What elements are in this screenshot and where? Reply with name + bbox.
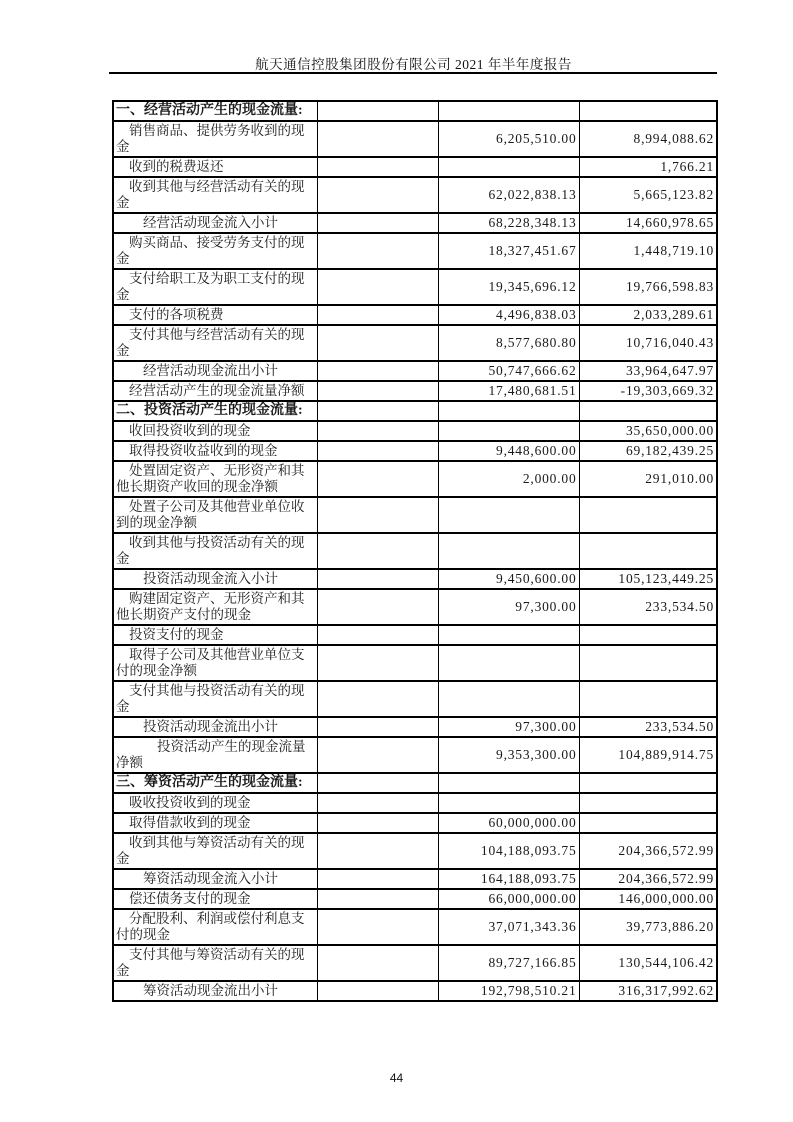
- row-label: 筹资活动现金流出小计: [113, 981, 317, 1001]
- row-value-second: 2,033,289.61: [579, 305, 717, 325]
- row-label: 偿还债务支付的现金: [113, 889, 317, 909]
- table-row: [113, 793, 717, 813]
- row-value-first: 60,000,000.00: [438, 813, 579, 833]
- row-value-first: 66,000,000.00: [438, 889, 579, 909]
- row-label: 收到的税费返还: [113, 157, 317, 177]
- row-value-second: 19,766,598.83: [579, 269, 717, 305]
- row-note-cell: [317, 101, 438, 121]
- page-number: 44: [389, 1071, 404, 1085]
- row-label: 支付其他与经营活动有关的现金: [113, 325, 317, 361]
- row-label: 支付其他与筹资活动有关的现金: [113, 945, 317, 981]
- row-label: 经营活动现金流出小计: [113, 361, 317, 381]
- row-value-second: -19,303,669.32: [579, 381, 717, 401]
- row-note-cell: [317, 589, 438, 625]
- row-value-second: [579, 773, 717, 793]
- row-label: 一、经营活动产生的现金流量:: [113, 101, 317, 121]
- row-value-first: 97,300.00: [438, 589, 579, 625]
- row-value-second: 291,010.00: [579, 461, 717, 497]
- row-value-first: 9,450,600.00: [438, 569, 579, 589]
- row-value-first: [438, 645, 579, 681]
- table-row: [113, 361, 717, 381]
- row-value-second: 1,766.21: [579, 157, 717, 177]
- row-label: 购买商品、接受劳务支付的现金: [113, 233, 317, 269]
- row-note-cell: [317, 421, 438, 441]
- table-row: [113, 461, 717, 497]
- row-value-first: 6,205,510.00: [438, 121, 579, 157]
- row-value-second: 104,889,914.75: [579, 737, 717, 773]
- table-row: [113, 269, 717, 305]
- table-row: [113, 981, 717, 1001]
- table-row: [113, 569, 717, 589]
- table-row: [113, 833, 717, 869]
- table-row: [113, 497, 717, 533]
- table-row: [113, 645, 717, 681]
- row-value-second: [579, 533, 717, 569]
- row-value-second: [579, 497, 717, 533]
- row-note-cell: [317, 121, 438, 157]
- row-label: 取得子公司及其他营业单位支付的现金净额: [113, 645, 317, 681]
- row-label: 收到其他与投资活动有关的现金: [113, 533, 317, 569]
- row-label: 经营活动现金流入小计: [113, 213, 317, 233]
- table-row: [113, 305, 717, 325]
- row-value-second: [579, 625, 717, 645]
- row-note-cell: [317, 625, 438, 645]
- row-value-first: [438, 773, 579, 793]
- row-label: 取得借款收到的现金: [113, 813, 317, 833]
- table-row: [113, 213, 717, 233]
- row-value-first: 2,000.00: [438, 461, 579, 497]
- row-value-first: [438, 401, 579, 421]
- row-value-second: 33,964,647.97: [579, 361, 717, 381]
- row-label: 吸收投资收到的现金: [113, 793, 317, 813]
- row-value-first: [438, 533, 579, 569]
- row-note-cell: [317, 569, 438, 589]
- row-label: 收回投资收到的现金: [113, 421, 317, 441]
- table-row: [113, 625, 717, 645]
- row-value-first: [438, 625, 579, 645]
- row-label: 投资支付的现金: [113, 625, 317, 645]
- row-note-cell: [317, 305, 438, 325]
- row-label: 销售商品、提供劳务收到的现金: [113, 121, 317, 157]
- row-note-cell: [317, 213, 438, 233]
- row-label: 购建固定资产、无形资产和其他长期资产支付的现金: [113, 589, 317, 625]
- row-label: 投资活动现金流出小计: [113, 717, 317, 737]
- row-value-first: 17,480,681.51: [438, 381, 579, 401]
- row-value-first: [438, 497, 579, 533]
- row-note-cell: [317, 361, 438, 381]
- row-value-second: 69,182,439.25: [579, 441, 717, 461]
- row-note-cell: [317, 381, 438, 401]
- table-row: [113, 909, 717, 945]
- table-row: [113, 813, 717, 833]
- row-note-cell: [317, 533, 438, 569]
- row-note-cell: [317, 269, 438, 305]
- table-row: [113, 233, 717, 269]
- row-value-second: 10,716,040.43: [579, 325, 717, 361]
- cash-flow-statement-table: [112, 100, 718, 1002]
- row-label: 三、筹资活动产生的现金流量:: [113, 773, 317, 793]
- row-value-second: 105,123,449.25: [579, 569, 717, 589]
- table-row: [113, 945, 717, 981]
- row-note-cell: [317, 681, 438, 717]
- row-note-cell: [317, 945, 438, 981]
- row-note-cell: [317, 889, 438, 909]
- row-label: 取得投资收益收到的现金: [113, 441, 317, 461]
- row-note-cell: [317, 773, 438, 793]
- table-row: [113, 533, 717, 569]
- row-value-first: 9,448,600.00: [438, 441, 579, 461]
- row-note-cell: [317, 157, 438, 177]
- row-value-first: 89,727,166.85: [438, 945, 579, 981]
- row-label: 投资活动现金流入小计: [113, 569, 317, 589]
- row-label: 投资活动产生的现金流量净额: [113, 737, 317, 773]
- row-value-first: 104,188,093.75: [438, 833, 579, 869]
- row-value-second: [579, 793, 717, 813]
- row-value-second: [579, 681, 717, 717]
- row-value-first: [438, 421, 579, 441]
- row-value-first: 68,228,348.13: [438, 213, 579, 233]
- section-header-row: [113, 401, 717, 421]
- row-value-first: 192,798,510.21: [438, 981, 579, 1001]
- table-row: [113, 325, 717, 361]
- row-note-cell: [317, 441, 438, 461]
- row-value-first: 50,747,666.62: [438, 361, 579, 381]
- row-value-first: 18,327,451.67: [438, 233, 579, 269]
- row-value-second: 316,317,992.62: [579, 981, 717, 1001]
- row-value-second: 35,650,000.00: [579, 421, 717, 441]
- row-value-second: [579, 813, 717, 833]
- cash-flow-table-body: [113, 101, 717, 1001]
- row-value-first: [438, 681, 579, 717]
- row-label: 收到其他与筹资活动有关的现金: [113, 833, 317, 869]
- row-note-cell: [317, 177, 438, 213]
- row-value-first: 62,022,838.13: [438, 177, 579, 213]
- row-note-cell: [317, 793, 438, 813]
- table-row: [113, 589, 717, 625]
- row-value-first: 97,300.00: [438, 717, 579, 737]
- row-value-second: 233,534.50: [579, 589, 717, 625]
- row-note-cell: [317, 813, 438, 833]
- row-note-cell: [317, 909, 438, 945]
- table-row: [113, 737, 717, 773]
- row-value-first: [438, 101, 579, 121]
- table-row: [113, 177, 717, 213]
- row-value-first: 37,071,343.36: [438, 909, 579, 945]
- document-header-title: 航天通信控股集团股份有限公司 2021 年半年度报告: [255, 57, 572, 72]
- row-value-second: 204,366,572.99: [579, 869, 717, 889]
- row-note-cell: [317, 833, 438, 869]
- table-row: [113, 441, 717, 461]
- row-label: 支付给职工及为职工支付的现金: [113, 269, 317, 305]
- table-row: [113, 717, 717, 737]
- header-divider-line: [109, 72, 717, 74]
- row-value-second: 39,773,886.20: [579, 909, 717, 945]
- row-label: 支付的各项税费: [113, 305, 317, 325]
- row-note-cell: [317, 325, 438, 361]
- row-value-first: 164,188,093.75: [438, 869, 579, 889]
- row-note-cell: [317, 233, 438, 269]
- row-value-second: [579, 101, 717, 121]
- row-label: 支付其他与投资活动有关的现金: [113, 681, 317, 717]
- table-row: [113, 121, 717, 157]
- row-note-cell: [317, 981, 438, 1001]
- row-value-second: 146,000,000.00: [579, 889, 717, 909]
- row-value-first: [438, 793, 579, 813]
- row-value-first: 19,345,696.12: [438, 269, 579, 305]
- row-value-second: 8,994,088.62: [579, 121, 717, 157]
- section-header-row: [113, 101, 717, 121]
- row-label: 处置固定资产、无形资产和其他长期资产收回的现金净额: [113, 461, 317, 497]
- row-note-cell: [317, 869, 438, 889]
- row-note-cell: [317, 401, 438, 421]
- table-row: [113, 889, 717, 909]
- row-value-first: [438, 157, 579, 177]
- row-note-cell: [317, 645, 438, 681]
- table-row: [113, 157, 717, 177]
- row-value-first: 8,577,680.80: [438, 325, 579, 361]
- row-note-cell: [317, 717, 438, 737]
- section-header-row: [113, 773, 717, 793]
- row-value-second: 5,665,123.82: [579, 177, 717, 213]
- row-value-first: 4,496,838.03: [438, 305, 579, 325]
- row-value-first: 9,353,300.00: [438, 737, 579, 773]
- row-value-second: [579, 401, 717, 421]
- row-note-cell: [317, 737, 438, 773]
- table-row: [113, 381, 717, 401]
- row-label: 二、投资活动产生的现金流量:: [113, 401, 317, 421]
- table-row: [113, 869, 717, 889]
- row-value-second: 14,660,978.65: [579, 213, 717, 233]
- row-label: 收到其他与经营活动有关的现金: [113, 177, 317, 213]
- table-row: [113, 681, 717, 717]
- row-value-second: 1,448,719.10: [579, 233, 717, 269]
- row-label: 处置子公司及其他营业单位收到的现金净额: [113, 497, 317, 533]
- row-label: 经营活动产生的现金流量净额: [113, 381, 317, 401]
- row-value-second: 204,366,572.99: [579, 833, 717, 869]
- row-note-cell: [317, 497, 438, 533]
- row-label: 筹资活动现金流入小计: [113, 869, 317, 889]
- row-label: 分配股利、利润或偿付利息支付的现金: [113, 909, 317, 945]
- table-row: [113, 421, 717, 441]
- row-note-cell: [317, 461, 438, 497]
- row-value-second: [579, 645, 717, 681]
- row-value-second: 130,544,106.42: [579, 945, 717, 981]
- row-value-second: 233,534.50: [579, 717, 717, 737]
